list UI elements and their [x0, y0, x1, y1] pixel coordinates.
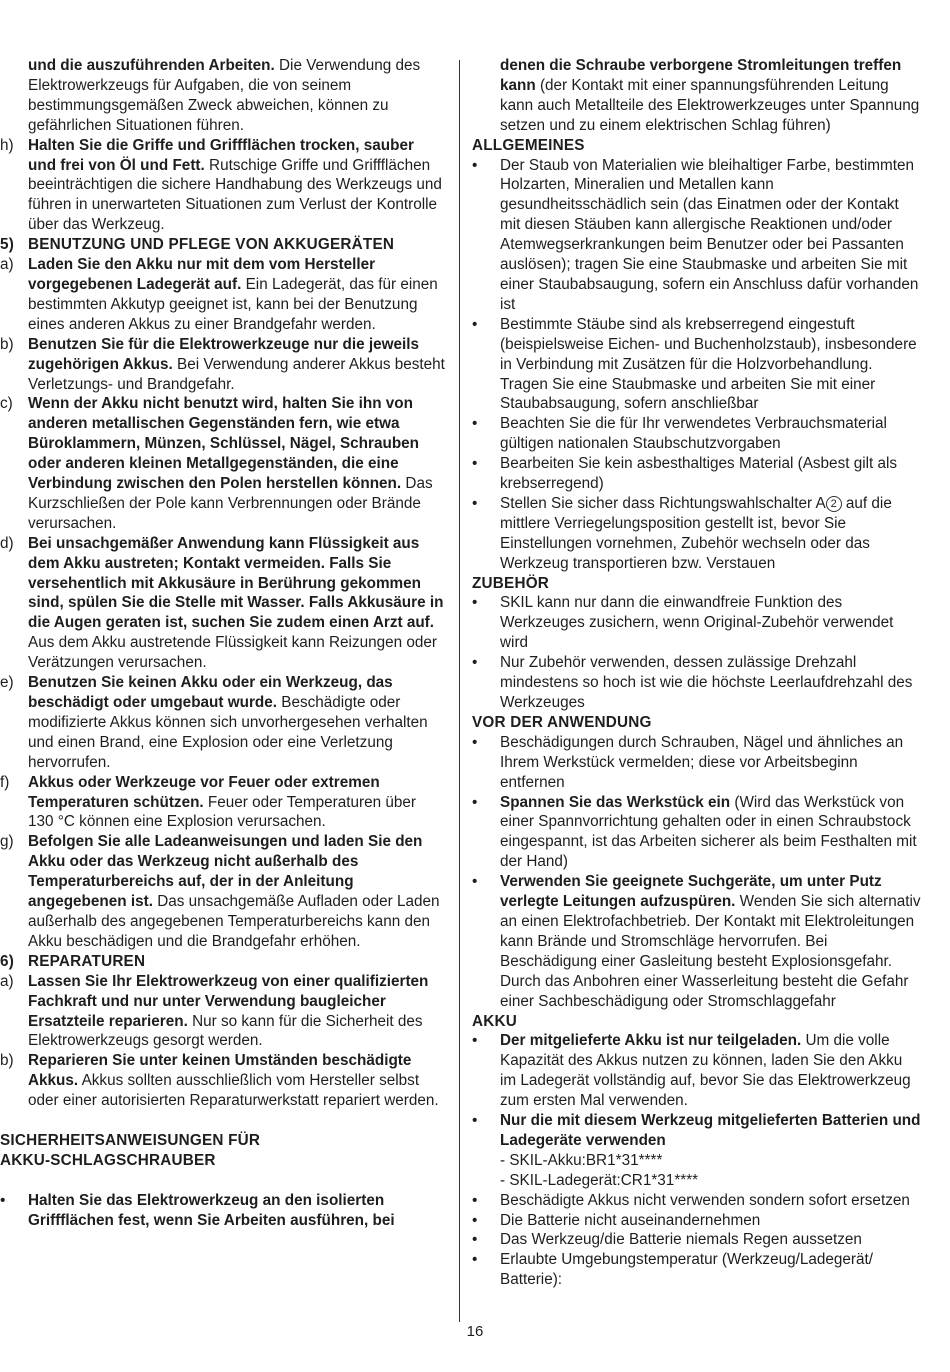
- column-divider: [459, 60, 460, 1322]
- item-5f: f) Akkus oder Werkzeuge vor Feuer oder extremen Temperaturen schützen. Feuer oder Temperaturen über 130 °C können eine Explosion verursachen.: [0, 773, 416, 831]
- item-5b: b) Benutzen Sie für die Elektrowerkzeuge nur die jeweils zugehörigen Akkus. Bei Verwendung anderer Akkus besteht Verletzungs- und Brandgefahr.: [0, 335, 445, 393]
- bullet-item: • Erlaubte Umgebungstemperatur (Werkzeug/Ladegerät/ Batterie):: [472, 1251, 873, 1289]
- continued-bullet: denen die Schraube verborgene Stromleitungen treffen kann (der Kontakt mit einer spannungsführenden Leitung kann auch Metallteile des Elektrowerkzeuges unter Spannung setzen und zu einem elektrischen Schlag führen): [500, 57, 920, 134]
- bullet-item: • Das Werkzeug/die Batterie niemals Regen aussetzen: [472, 1231, 862, 1249]
- bullet-item: • SKIL kann nur dann die einwandfreie Funktion des Werkzeuges zusichern, wenn Original-Zubehör verwendet wird: [472, 594, 894, 652]
- heading-zubehoer: ZUBEHÖR: [472, 574, 550, 592]
- bullet-item: • Beschädigte Akkus nicht verwenden sondern sofort ersetzen: [472, 1191, 910, 1209]
- bullet-item: • Stellen Sie sicher dass Richtungswahlschalter A 2 auf die mittlere Verriegelungsposition gestellt ist, bevor Sie Einstellungen vornehmen, Zubehör wechseln oder das Werkzeug transportieren bzw. Verstauen: [472, 494, 892, 572]
- bullet-item: • Der Staub von Materialien wie bleihaltiger Farbe, bestimmten Holzarten, Mineralien und Metallen kann gesundheitsschädlich sein (das Einatmen oder der Kontakt mit diesen Stäuben kann allergische Reaktionen und/oder Atemwegserkrankungen beim Benutzer oder bei Passanten auslösen); tragen Sie eine Staubmaske und arbeiten Sie mit einer Staubabsaugung, sofern ein Anschluss dafür vorhanden ist: [472, 156, 919, 313]
- left-column: [0, 56, 445, 1231]
- charger-model: - SKIL-Ladegerät:CR1*31****: [500, 1171, 699, 1189]
- page-number: 16: [466, 1323, 484, 1340]
- right-column: [472, 56, 922, 1290]
- item-5d: d) Bei unsachgemäßer Anwendung kann Flüssigkeit aus dem Akku austreten; Kontakt vermeiden. Falls Sie versehentlich mit Akkusäure in Berührung gekommen sind, spülen Sie die Stelle mit Wasser. Falls Akkusäure in die Augen geraten ist, suchen Sie zudem einen Arzt auf. Aus dem Akku austretende Flüssigkeit kann Reizungen oder Verätzungen verursachen.: [0, 534, 444, 672]
- battery-model: - SKIL-Akku:BR1*31****: [500, 1151, 663, 1169]
- continued-paragraph: und die auszuführenden Arbeiten. Die Verwendung des Elektrowerkzeugs für Aufgaben, die von seinem bestimmungsgemäßen Zweck abweichen, können zu gefährlichen Situationen führen.: [28, 57, 421, 134]
- circled-number-2-icon: 2: [826, 496, 842, 512]
- bullet-item: • Bestimmte Stäube sind als krebserregend eingestuft (beispielsweise Eichen- und Buchenholzstaub), insbesondere in Verbindung mit Zusätzen für die Holzvorbehandlung. Tragen Sie eine Staubmaske und arbeiten Sie mit einer Staubabsaugung, sofern anschließbar: [472, 315, 917, 413]
- item-5g: g) Befolgen Sie alle Ladeanweisungen und laden Sie den Akku oder das Werkzeug nicht außerhalb des Temperaturbereichs auf, der in der Anleitung angegebenen ist. Das unsachgemäße Aufladen oder Laden außerhalb des angegebenen Temperaturbereichs kann den Akku beschädigen und die Brandgefahr erhöhen.: [0, 833, 440, 950]
- heading-vor-der-anwendung: VOR DER ANWENDUNG: [472, 713, 652, 731]
- item-5c: c) Wenn der Akku nicht benutzt wird, halten Sie ihn von anderen metallischen Gegenständen fern, wie etwa Büroklammern, Münzen, Schlüssel, Nägel, Schrauben oder anderen kleinen Metallgegenständen, die eine Verbindung zwischen den Polen herstellen können. Das Kurzschließen der Pole kann Verbrennungen oder Brände verursachen.: [0, 395, 433, 532]
- safety-heading: SICHERHEITSANWEISUNGEN FÜR AKKU-SCHLAGSCHRAUBER: [0, 1132, 261, 1169]
- bullet-item: • Nur Zubehör verwenden, dessen zulässige Drehzahl mindestens so hoch ist wie die höchste Leerlaufdrehzahl des Werkzeuges: [472, 654, 913, 711]
- section-heading-6: 6) REPARATUREN: [0, 952, 146, 970]
- bullet-item: • Bearbeiten Sie kein asbesthaltiges Material (Asbest gilt als krebserregend): [472, 455, 898, 493]
- bullet-item: • Die Batterie nicht auseinandernehmen: [472, 1211, 761, 1229]
- bullet-item: • Nur die mit diesem Werkzeug mitgelieferten Batterien und Ladegeräte verwenden: [472, 1112, 921, 1149]
- safety-bullet: • Halten Sie das Elektrowerkzeug an den isolierten Griffflächen fest, wenn Sie Arbeiten ausführen, bei: [0, 1191, 395, 1229]
- heading-akku: AKKU: [472, 1012, 517, 1030]
- section-heading-5: 5) BENUTZUNG UND PFLEGE VON AKKUGERÄTEN: [0, 236, 395, 254]
- item-5e: e) Benutzen Sie keinen Akku oder ein Werkzeug, das beschädigt oder umgebaut wurde. Beschädigte oder modifizierte Akkus können sich unvorhergesehen verhalten und einen Brand, eine Explosion oder eine Verletzung hervorrufen.: [0, 674, 428, 771]
- bullet-item: • Spannen Sie das Werkstück ein (Wird das Werkstück von einer Spannvorrichtung gehalten oder in einen Schraubstock eingespannt, ist das Arbeiten sicherer als beim Festhalten mit der Hand): [472, 793, 917, 871]
- item-5a: a) Laden Sie den Akku nur mit dem vom Hersteller vorgegebenen Ladegerät auf. Ein Ladegerät, das für einen bestimmten Akkutyp geeignet ist, kann bei der Benutzung eines anderen Akkus zu einer Brandgefahr werden.: [0, 256, 438, 333]
- heading-allgemeines: ALLGEMEINES: [472, 136, 585, 154]
- item-6b: b) Reparieren Sie unter keinen Umständen beschädigte Akkus. Akkus sollten ausschließlich vom Hersteller selbst oder einer autorisierten Reparaturwerkstatt repariert werden.: [0, 1052, 439, 1110]
- item-h: h) Halten Sie die Griffe und Griffflächen trocken, sauber und frei von Öl und Fett. Rutschige Griffe und Griffflächen beeinträchtigen die sichere Handhabung des Werkzeugs und führen in unerwarteten Situationen zum Verlust der Kontrolle über das Werkzeug.: [0, 136, 442, 234]
- item-6a: a) Lassen Sie Ihr Elektrowerkzeug von einer qualifizierten Fachkraft und nur unter Verwendung baugleicher Ersatzteile reparieren. Nur so kann für die Sicherheit des Elektrowerkzeugs gesorgt werden.: [0, 972, 429, 1050]
- bullet-item: • Beschädigungen durch Schrauben, Nägel und ähnliches an Ihrem Werkstück vermelden; diese vor Arbeitsbeginn entfernen: [472, 733, 904, 791]
- bullet-item: • Der mitgelieferte Akku ist nur teilgeladen. Um die volle Kapazität des Akkus nutzen zu können, laden Sie den Akku im Ladegerät vollständig auf, bevor Sie das Elektrowerkzeug zum ersten Mal verwenden.: [472, 1032, 911, 1110]
- bullet-item: • Verwenden Sie geeignete Suchgeräte, um unter Putz verlegte Leitungen aufzuspüren. Wenden Sie sich alternativ an einen Elektrofachbetrieb. Der Kontakt mit Elektroleitungen kann Brände und Stromschläge hervorrufen. Bei Beschädigung einer Gasleitung besteht Explosionsgefahr. Durch das Anbohren einer Wasserleitung besteht die Gefahr einer Sachbeschädigung oder Stromschlaggefahr: [472, 873, 921, 1010]
- bullet-item: • Beachten Sie die für Ihr verwendetes Verbrauchsmaterial gültigen nationalen Staubschutzvorgaben: [472, 415, 887, 453]
